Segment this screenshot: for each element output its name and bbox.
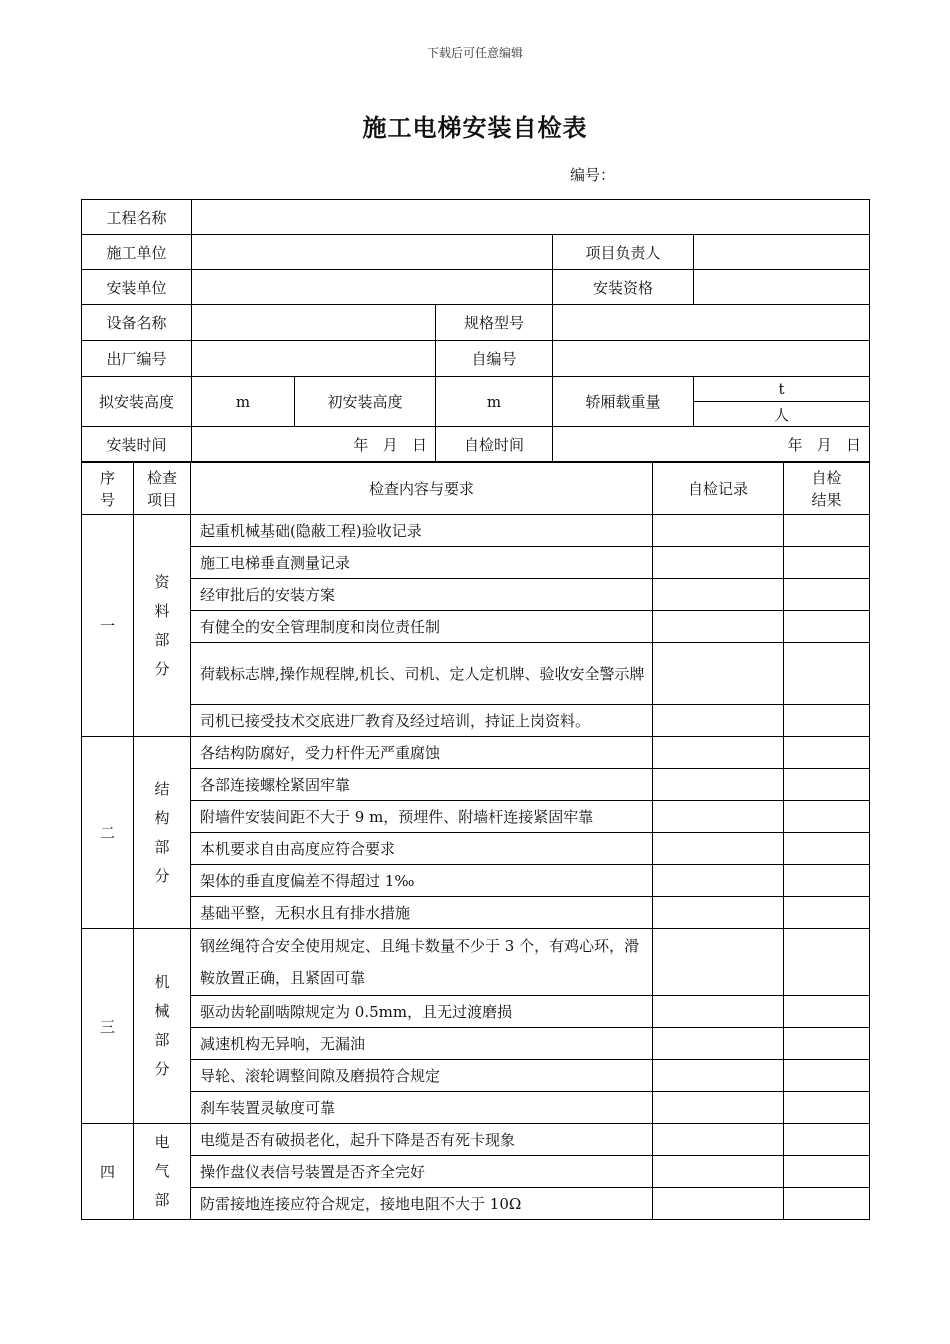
check-result-cell[interactable] — [784, 1188, 870, 1220]
checklist-row — [82, 737, 870, 769]
check-item-content: 起重机械基础(隐蔽工程)验收记录 — [191, 515, 653, 547]
construction-unit-label: 施工单位 — [82, 235, 192, 270]
check-result-cell[interactable] — [784, 897, 870, 929]
check-record-cell[interactable] — [653, 865, 784, 897]
checklist-row — [82, 801, 870, 833]
cage-load-label: 轿厢载重量 — [553, 377, 694, 427]
check-item-content: 各部连接螺栓紧固牢靠 — [191, 769, 653, 801]
spec-model-label: 规格型号 — [436, 305, 553, 341]
check-item-content: 电缆是否有破损老化，起升下降是否有死卡现象 — [191, 1124, 653, 1156]
section-category — [134, 737, 191, 929]
check-result-cell[interactable] — [784, 929, 870, 996]
check-record-cell[interactable] — [653, 1124, 784, 1156]
section-category-char: 构 — [154, 808, 170, 827]
col-result-text: 自检结果 — [811, 468, 842, 509]
section-seq: 四 — [82, 1124, 134, 1220]
check-record-cell[interactable] — [653, 1060, 784, 1092]
check-record-cell[interactable] — [653, 996, 784, 1028]
check-item-content: 操作盘仪表信号装置是否齐全完好 — [191, 1156, 653, 1188]
check-result-cell[interactable] — [784, 547, 870, 579]
check-result-cell[interactable] — [784, 515, 870, 547]
construction-unit-value[interactable] — [192, 235, 553, 270]
section-category — [134, 1124, 191, 1220]
check-result-cell[interactable] — [784, 705, 870, 737]
check-record-cell[interactable] — [653, 1028, 784, 1060]
project-leader-value[interactable] — [694, 235, 870, 270]
check-result-cell[interactable] — [784, 865, 870, 897]
planned-height-label: 拟安装高度 — [82, 377, 192, 427]
check-result-cell[interactable] — [784, 611, 870, 643]
checklist-row — [82, 579, 870, 611]
section-category-char: 部 — [154, 1191, 170, 1209]
project-leader-label: 项目负责人 — [553, 235, 694, 270]
self-no-label: 自编号 — [436, 341, 553, 377]
check-item-content: 各结构防腐好，受力杆件无严重腐蚀 — [191, 737, 653, 769]
check-record-cell[interactable] — [653, 737, 784, 769]
section-category-char: 分 — [154, 1060, 170, 1078]
col-content-header: 检查内容与要求 — [191, 463, 653, 515]
spec-model-value[interactable] — [553, 305, 870, 341]
checklist-row — [82, 897, 870, 929]
factory-no-value[interactable] — [192, 341, 436, 377]
check-item-content: 有健全的安全管理制度和岗位责任制 — [191, 611, 653, 643]
check-item-content: 架体的垂直度偏差不得超过 1‰ — [191, 865, 653, 897]
check-item-content: 经审批后的安装方案 — [191, 579, 653, 611]
checklist-body — [82, 463, 870, 1220]
project-name-value[interactable] — [192, 200, 870, 235]
check-result-cell[interactable] — [784, 1028, 870, 1060]
checklist-row — [82, 643, 870, 705]
install-qualification-value[interactable] — [694, 270, 870, 305]
checklist-row — [82, 515, 870, 547]
check-item-content: 施工电梯垂直测量记录 — [191, 547, 653, 579]
check-record-cell[interactable] — [653, 611, 784, 643]
check-record-cell[interactable] — [653, 1092, 784, 1124]
install-unit-label: 安装单位 — [82, 270, 192, 305]
check-record-cell[interactable] — [653, 897, 784, 929]
self-no-value[interactable] — [553, 341, 870, 377]
planned-height-value[interactable]: m — [192, 377, 295, 427]
section-category-char: 械 — [154, 1002, 170, 1020]
section-category-char: 部 — [154, 1031, 170, 1049]
section-category-stack — [134, 568, 190, 684]
col-result-header — [784, 463, 870, 515]
section-category-char: 资 — [154, 572, 170, 591]
section-category-char: 结 — [154, 779, 170, 798]
check-result-cell[interactable] — [784, 1060, 870, 1092]
initial-height-label: 初安装高度 — [295, 377, 436, 427]
checklist-row — [82, 929, 870, 996]
equipment-name-value[interactable] — [192, 305, 436, 341]
check-result-cell[interactable] — [784, 579, 870, 611]
info-table — [81, 199, 870, 462]
section-category-char: 部 — [154, 837, 170, 856]
check-item-content: 司机已接受技术交底进厂教育及经过培训，持证上岗资料。 — [191, 705, 653, 737]
section-category-char: 分 — [154, 866, 170, 885]
section-category-stack — [134, 968, 190, 1084]
check-record-cell[interactable] — [653, 515, 784, 547]
check-record-cell[interactable] — [653, 1156, 784, 1188]
equipment-name-label: 设备名称 — [82, 305, 192, 341]
check-record-cell[interactable] — [653, 705, 784, 737]
col-seq-header — [82, 463, 134, 515]
check-time-label: 自检时间 — [436, 427, 553, 462]
checklist-row — [82, 769, 870, 801]
check-item-content: 本机要求自由高度应符合要求 — [191, 833, 653, 865]
document-title: 施工电梯安装自检表 — [362, 113, 588, 142]
check-result-cell[interactable] — [784, 996, 870, 1028]
check-result-cell[interactable] — [784, 769, 870, 801]
check-record-cell[interactable] — [653, 801, 784, 833]
check-result-cell[interactable] — [784, 643, 870, 705]
install-time-label: 安装时间 — [82, 427, 192, 462]
checklist-row — [82, 1092, 870, 1124]
cage-load-tonnage[interactable]: t — [694, 377, 870, 402]
checklist-row — [82, 705, 870, 737]
section-category — [134, 929, 191, 1124]
serial-number-label: 编号： — [570, 166, 616, 184]
checklist-row — [82, 1028, 870, 1060]
section-category-char: 机 — [154, 973, 170, 991]
checklist-row — [82, 1188, 870, 1220]
section-seq: 一 — [82, 515, 134, 737]
check-result-cell[interactable] — [784, 1124, 870, 1156]
check-record-cell[interactable] — [653, 769, 784, 801]
check-item-content: 附墙件安装间距不大于 9 m，预埋件、附墙杆连接紧固牢靠 — [191, 801, 653, 833]
section-seq: 二 — [82, 737, 134, 929]
check-item-content: 刹车装置灵敏度可靠 — [191, 1092, 653, 1124]
check-record-cell[interactable] — [653, 643, 784, 705]
checklist-table — [81, 462, 870, 1220]
section-category-char: 气 — [154, 1162, 170, 1180]
checklist-row — [82, 1124, 870, 1156]
check-result-cell[interactable] — [784, 1092, 870, 1124]
check-record-cell[interactable] — [653, 547, 784, 579]
check-item-content: 防雷接地连接应符合规定，接地电阻不大于 10Ω — [191, 1188, 653, 1220]
check-item-content: 驱动齿轮副啮隙规定为 0.5mm，且无过渡磨损 — [191, 996, 653, 1028]
initial-height-value[interactable]: m — [436, 377, 553, 427]
check-record-cell[interactable] — [653, 833, 784, 865]
col-record-header: 自检记录 — [653, 463, 784, 515]
check-result-cell[interactable] — [784, 801, 870, 833]
section-category-char: 电 — [154, 1133, 170, 1151]
check-record-cell[interactable] — [653, 579, 784, 611]
check-result-cell[interactable] — [784, 833, 870, 865]
section-category — [134, 515, 191, 737]
checklist-row — [82, 611, 870, 643]
section-seq: 三 — [82, 929, 134, 1124]
cage-load-persons[interactable]: 人 — [694, 402, 870, 427]
install-date-value[interactable]: 年 月 日 — [192, 427, 436, 462]
section-category-char: 部 — [154, 630, 170, 649]
download-watermark: 下载后可任意编辑 — [426, 46, 523, 60]
checklist-row — [82, 865, 870, 897]
section-category-char: 分 — [154, 659, 170, 678]
col-item-text: 检查项目 — [146, 468, 177, 509]
project-name-label: 工程名称 — [82, 200, 192, 235]
section-category-char: 料 — [154, 601, 170, 620]
section-category-stack — [134, 1128, 190, 1215]
install-qualification-label: 安装资格 — [553, 270, 694, 305]
checklist-row — [82, 833, 870, 865]
check-date-value[interactable]: 年 月 日 — [553, 427, 870, 462]
check-item-content: 导轮、滚轮调整间隙及磨损符合规定 — [191, 1060, 653, 1092]
check-record-cell[interactable] — [653, 929, 784, 996]
checklist-row — [82, 996, 870, 1028]
factory-no-label: 出厂编号 — [82, 341, 192, 377]
col-item-header — [134, 463, 191, 515]
checklist-header-row — [82, 463, 870, 515]
check-item-content: 减速机构无异响，无漏油 — [191, 1028, 653, 1060]
col-seq-text: 序号 — [99, 468, 115, 509]
install-unit-value[interactable] — [192, 270, 553, 305]
check-item-content: 基础平整，无积水且有排水措施 — [191, 897, 653, 929]
check-item-content: 钢丝绳符合安全使用规定、且绳卡数量不少于 3 个，有鸡心环，滑鞍放置正确，且紧固可靠 — [191, 929, 653, 996]
checklist-row — [82, 1156, 870, 1188]
section-category-stack — [134, 775, 190, 891]
check-item-content: 荷载标志牌,操作规程牌,机长、司机、定人定机牌、验收安全警示牌 — [191, 643, 653, 705]
check-record-cell[interactable] — [653, 1188, 784, 1220]
check-result-cell[interactable] — [784, 737, 870, 769]
check-result-cell[interactable] — [784, 1156, 870, 1188]
checklist-row — [82, 547, 870, 579]
checklist-row — [82, 1060, 870, 1092]
